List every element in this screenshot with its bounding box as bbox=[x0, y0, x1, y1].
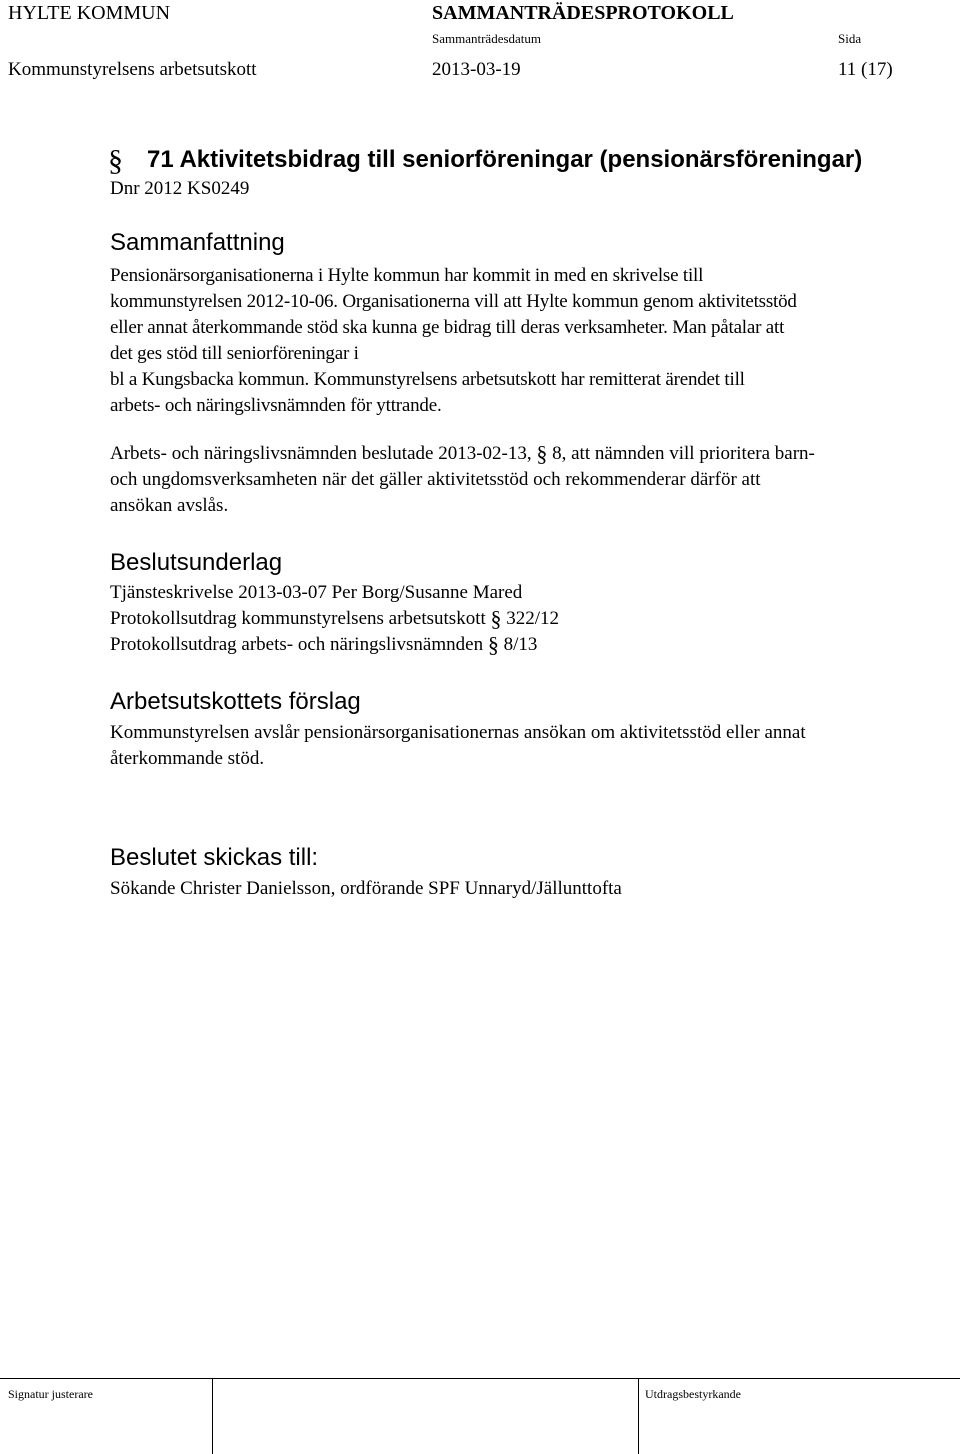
proposal-text bbox=[110, 720, 940, 772]
proposal-line: Kommunstyrelsen avslår pensionärsorganisationernas ansökan om aktivitetsstöd eller annat bbox=[110, 722, 806, 743]
meeting-date-label: Sammanträdesdatum bbox=[432, 31, 542, 46]
paragraph-sign: § bbox=[536, 441, 548, 466]
committee-name: Kommunstyrelsens arbetsutskott bbox=[8, 59, 257, 80]
basis-item: Tjänsteskrivelse 2013-03-07 Per Borg/Susanne Mared bbox=[110, 582, 523, 603]
footer-rule bbox=[0, 1378, 960, 1379]
proposal-heading: Arbetsutskottets förslag bbox=[110, 688, 361, 715]
summary-line: det ges stöd till seniorföreningar i bbox=[110, 343, 359, 364]
summary-paragraph-2 bbox=[110, 441, 940, 519]
summary-line: bl a Kungsbacka kommun. Kommunstyrelsens arbetsutskott har remitterat ärendet till bbox=[110, 369, 745, 390]
document-type: SAMMANTRÄDESPROTOKOLL bbox=[432, 2, 734, 24]
summary-line: kommunstyrelsen 2012-10-06. Organisationerna vill att Hylte kommun genom aktivitetsstöd bbox=[110, 291, 797, 312]
paragraph-sign: § bbox=[108, 144, 123, 177]
page-number: 11 (17) bbox=[838, 59, 893, 80]
summary-line: ansökan avslås. bbox=[110, 495, 229, 516]
summary-paragraph-1 bbox=[110, 263, 940, 419]
basis-list bbox=[110, 580, 940, 658]
sent-to-recipient: Sökande Christer Danielsson, ordförande SPF Unnaryd/Jällunttofta bbox=[110, 878, 622, 899]
summary-line: Pensionärsorganisationerna i Hylte kommun har kommit in med en skrivelse till bbox=[110, 265, 704, 286]
summary-line bbox=[110, 441, 940, 467]
basis-item bbox=[110, 606, 940, 632]
basis-text: Protokollsutdrag arbets- och näringslivsnämnden bbox=[110, 634, 484, 655]
summary-line: och ungdomsverksamheten när det gäller aktivitetsstöd och rekommenderar därför att bbox=[110, 469, 761, 490]
paragraph-sign: § bbox=[490, 606, 502, 631]
extract-certification-label: Utdragsbestyrkande bbox=[645, 1387, 741, 1401]
sent-to-heading: Beslutet skickas till: bbox=[110, 844, 319, 871]
summary-line: arbets- och näringslivsnämnden för yttrande. bbox=[110, 395, 442, 416]
basis-heading: Beslutsunderlag bbox=[110, 549, 283, 576]
footer-divider bbox=[212, 1378, 213, 1454]
section-title: 71 Aktivitetsbidrag till seniorföreningar (pensionärsföreningar) bbox=[147, 146, 863, 173]
proposal-line: återkommande stöd. bbox=[110, 748, 265, 769]
summary-line: eller annat återkommande stöd ska kunna ge bidrag till deras verksamheter. Man påtalar att bbox=[110, 317, 785, 338]
case-number: Dnr 2012 KS0249 bbox=[110, 178, 250, 199]
summary-text: 8, att nämnden vill prioritera barn- bbox=[552, 443, 815, 464]
footer-divider bbox=[638, 1378, 639, 1454]
page-label: Sida bbox=[838, 31, 862, 46]
basis-text: Protokollsutdrag kommunstyrelsens arbetsutskott bbox=[110, 608, 486, 629]
basis-text: 8/13 bbox=[503, 634, 538, 655]
basis-text: 322/12 bbox=[506, 608, 560, 629]
paragraph-sign: § bbox=[487, 632, 499, 657]
summary-text: Arbets- och näringslivsnämnden beslutade 2013-02-13, bbox=[110, 443, 532, 464]
summary-heading: Sammanfattning bbox=[110, 229, 285, 256]
signature-label: Signatur justerare bbox=[8, 1387, 93, 1401]
organization-name: HYLTE KOMMUN bbox=[8, 2, 171, 24]
meeting-date: 2013-03-19 bbox=[432, 59, 521, 80]
basis-item bbox=[110, 632, 940, 658]
